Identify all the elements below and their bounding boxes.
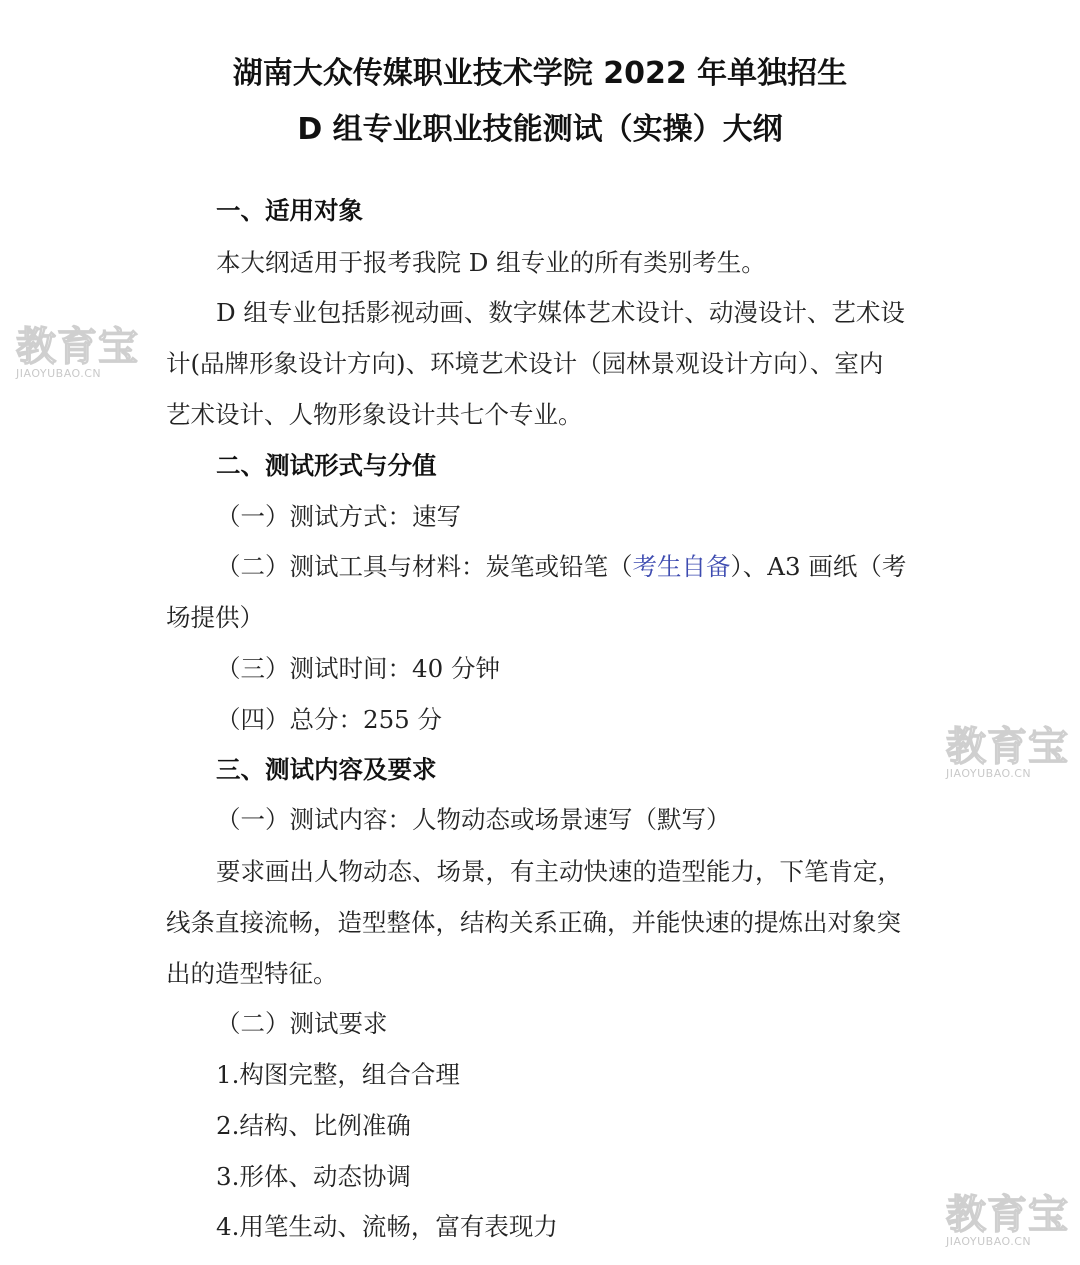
section-2-item-2-line-2: 场提供） [166, 603, 264, 632]
watermark-right-bottom [946, 1194, 1069, 1248]
watermark-right-bottom-logo: 教育宝 [946, 1192, 1069, 1238]
section-1-paragraph-1: 本大纲适用于报考我院 D 组专业的所有类别考生。 [216, 248, 766, 277]
requirement-2: 2.结构、比例准确 [216, 1111, 411, 1140]
section-2-item-2-text-a: （二）测试工具与材料：炭笔或铅笔（ [216, 552, 633, 581]
watermark-left [16, 326, 139, 380]
section-3-paragraph-line-2: 线条直接流畅，造型整体，结构关系正确，并能快速的提炼出对象突 [166, 908, 901, 937]
section-2-heading: 二、测试形式与分值 [216, 451, 437, 480]
section-3-item-2: （二）测试要求 [216, 1009, 388, 1038]
requirement-1: 1.构图完整，组合合理 [216, 1060, 460, 1089]
section-1-heading: 一、适用对象 [216, 196, 363, 225]
document-title-line2: D 组专业职业技能测试（实操）大纲 [297, 112, 783, 147]
section-2-item-3: （三）测试时间：40 分钟 [216, 654, 500, 683]
watermark-right-middle-url: JIAOYUBAO.CN [946, 767, 1032, 780]
section-1-paragraph-2-line-2: 计(品牌形象设计方向)、环境艺术设计（园林景观设计方向）、室内 [166, 349, 884, 378]
section-3-heading: 三、测试内容及要求 [216, 755, 437, 784]
section-2-item-4: （四）总分：255 分 [216, 705, 443, 734]
section-1-paragraph-2-line-1: D 组专业包括影视动画、数字媒体艺术设计、动漫设计、艺术设 [216, 298, 905, 327]
watermark-right-middle [946, 726, 1069, 780]
section-2-item-2-line-1 [216, 550, 906, 584]
section-1-paragraph-2-line-3: 艺术设计、人物形象设计共七个专业。 [166, 400, 583, 429]
requirement-3: 3.形体、动态协调 [216, 1162, 411, 1191]
section-3-paragraph-line-1: 要求画出人物动态、场景，有主动快速的造型能力，下笔肯定， [216, 857, 902, 886]
requirement-4: 4.用笔生动、流畅，富有表现力 [216, 1212, 558, 1241]
document-title-line1: 湖南大众传媒职业技术学院 2022 年单独招生 [232, 56, 848, 91]
watermark-right-middle-logo: 教育宝 [946, 724, 1069, 770]
watermark-right-bottom-url: JIAOYUBAO.CN [946, 1235, 1032, 1248]
section-2-item-2-highlight: 考生自备 [632, 552, 731, 581]
watermark-left-url: JIAOYUBAO.CN [16, 367, 102, 380]
section-2-item-1: （一）测试方式：速写 [216, 502, 461, 531]
section-3-item-1: （一）测试内容：人物动态或场景速写（默写） [216, 805, 731, 834]
section-3-paragraph-line-3: 出的造型特征。 [166, 959, 338, 988]
watermark-left-logo: 教育宝 [16, 324, 139, 370]
section-2-item-2-text-b: ）、A3 画纸（考 [730, 552, 907, 581]
